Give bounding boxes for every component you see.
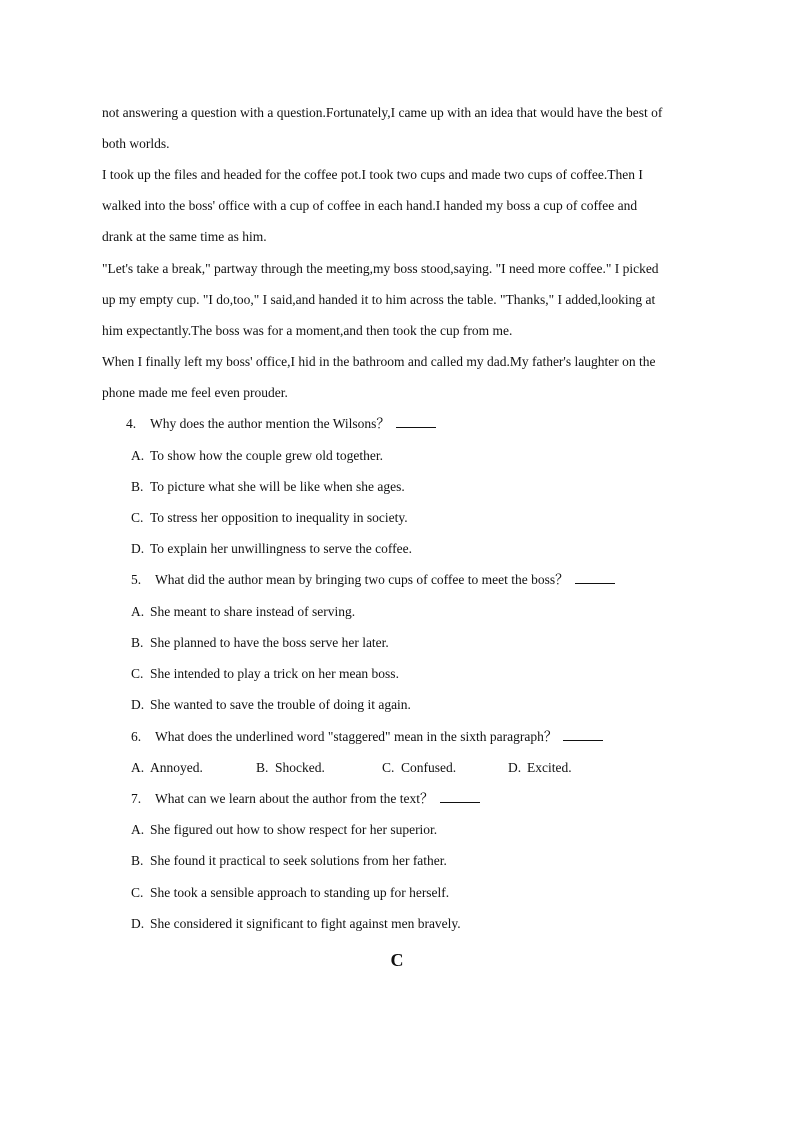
option-letter: D.	[131, 541, 145, 556]
option-text: Excited.	[527, 760, 572, 775]
option-letter: B.	[131, 479, 144, 494]
section-heading: C	[390, 950, 404, 970]
option-letter: D.	[508, 760, 522, 775]
option-text: She took a sensible approach to standing up for herself.	[150, 885, 450, 900]
question-5	[131, 571, 615, 589]
option-letter: A.	[131, 760, 145, 775]
question-number: 6.	[131, 729, 142, 744]
option-text: To stress her opposition to inequality in society.	[150, 510, 408, 525]
question-7	[131, 790, 480, 808]
option-letter: C.	[131, 885, 144, 900]
option-letter: D.	[131, 697, 145, 712]
option-7c[interactable]	[131, 884, 449, 902]
option-letter: A.	[131, 448, 145, 463]
passage-line: not answering a question with a question.Fortunately,I came up with an idea that would have the best of	[102, 105, 663, 120]
passage-line: phone made me feel even prouder.	[102, 385, 288, 400]
option-text: She wanted to save the trouble of doing it again.	[150, 697, 411, 712]
question-text: Why does the author mention the Wilsons？	[150, 416, 390, 431]
option-4c[interactable]	[131, 509, 408, 527]
question-text: What did the author mean by bringing two cups of coffee to meet the boss？	[155, 572, 569, 587]
question-text: What does the underlined word "staggered" mean in the sixth paragraph？	[155, 729, 558, 744]
option-4d[interactable]	[131, 540, 412, 558]
question-4	[126, 415, 436, 433]
passage-line: up my empty cup. "I do,too," I said,and handed it to him across the table. "Thanks," I added,looking at	[102, 292, 656, 307]
option-text: She meant to share instead of serving.	[150, 604, 356, 619]
option-6d[interactable]	[508, 759, 572, 777]
passage-line: When I finally left my boss' office,I hid in the bathroom and called my dad.My father's laughter on the	[102, 354, 656, 369]
option-letter: D.	[131, 916, 145, 931]
passage-line: I took up the files and headed for the coffee pot.I took two cups and made two cups of coffee.Then I	[102, 167, 643, 182]
option-text: Confused.	[401, 760, 457, 775]
option-letter: A.	[131, 822, 145, 837]
option-5a[interactable]	[131, 603, 355, 621]
answer-blank[interactable]	[440, 790, 480, 803]
answer-blank[interactable]	[563, 728, 603, 741]
option-text: Shocked.	[275, 760, 325, 775]
question-text: What can we learn about the author from the text？	[155, 791, 434, 806]
option-letter: C.	[131, 666, 144, 681]
option-6b[interactable]	[256, 759, 325, 777]
option-letter: C.	[131, 510, 144, 525]
answer-blank[interactable]	[575, 571, 615, 584]
option-letter: B.	[256, 760, 269, 775]
passage-line: him expectantly.The boss was for a moment,and then took the cup from me.	[102, 323, 513, 338]
question-6	[131, 728, 603, 746]
option-7d[interactable]	[131, 915, 461, 933]
passage-line: both worlds.	[102, 136, 170, 151]
answer-blank[interactable]	[396, 415, 436, 428]
option-5d[interactable]	[131, 696, 411, 714]
option-7a[interactable]	[131, 821, 437, 839]
option-letter: B.	[131, 853, 144, 868]
option-letter: C.	[382, 760, 395, 775]
option-text: To explain her unwillingness to serve the coffee.	[150, 541, 412, 556]
question-number: 5.	[131, 572, 142, 587]
passage-line: "Let's take a break," partway through the meeting,my boss stood,saying. "I need more coffee." I picked	[102, 261, 659, 276]
option-text: She considered it significant to fight against men bravely.	[150, 916, 461, 931]
option-4b[interactable]	[131, 478, 405, 496]
option-4a[interactable]	[131, 447, 383, 465]
option-letter: B.	[131, 635, 144, 650]
option-text: To picture what she will be like when she ages.	[150, 479, 405, 494]
option-6c[interactable]	[382, 759, 456, 777]
question-number: 7.	[131, 791, 142, 806]
question-number: 4.	[126, 416, 137, 431]
option-text: Annoyed.	[150, 760, 203, 775]
option-7b[interactable]	[131, 852, 447, 870]
option-letter: A.	[131, 604, 145, 619]
passage-line: walked into the boss' office with a cup of coffee in each hand.I handed my boss a cup of coffee and	[102, 198, 638, 213]
option-6a[interactable]	[131, 759, 203, 777]
passage-line: drank at the same time as him.	[102, 229, 267, 244]
option-5c[interactable]	[131, 665, 399, 683]
option-5b[interactable]	[131, 634, 389, 652]
option-text: She planned to have the boss serve her later.	[150, 635, 389, 650]
option-text: She found it practical to seek solutions from her father.	[150, 853, 447, 868]
option-text: She intended to play a trick on her mean boss.	[150, 666, 399, 681]
option-text: She figured out how to show respect for her superior.	[150, 822, 438, 837]
option-text: To show how the couple grew old together.	[150, 448, 384, 463]
